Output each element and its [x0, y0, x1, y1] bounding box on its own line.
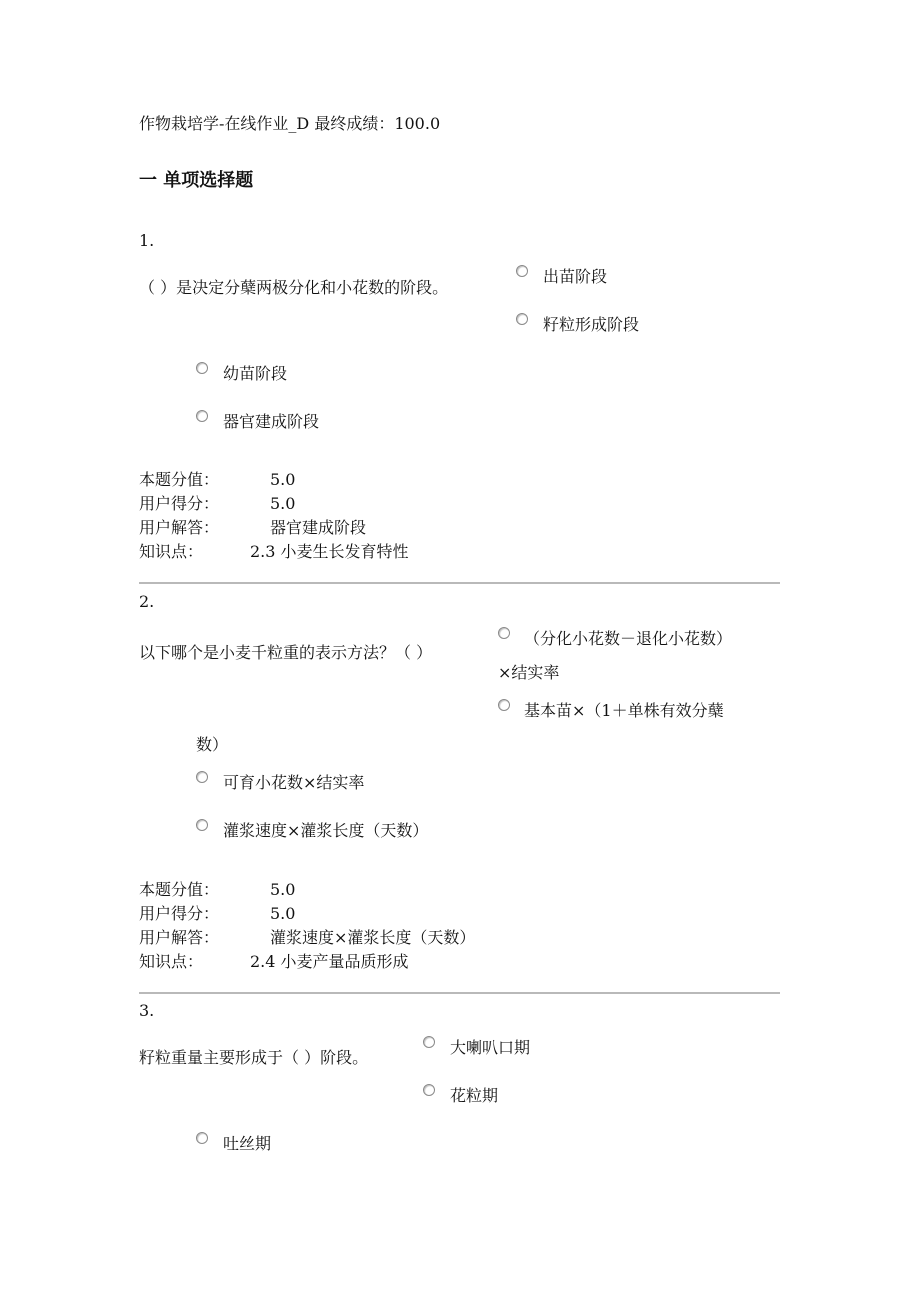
question-1-option-4-radio[interactable]: [196, 410, 208, 422]
question-2-user-answer-label: 用户解答：: [139, 928, 220, 947]
question-1-knowledge: 2.3 小麦生长发育特性: [250, 542, 409, 561]
question-2-score-value-label: 本题分值：: [139, 880, 220, 899]
question-2-option-1-radio[interactable]: [498, 627, 510, 639]
question-3-option-2-radio[interactable]: [423, 1084, 435, 1096]
question-2-user-answer: 灌浆速度×灌浆长度（天数）: [270, 928, 476, 947]
question-2-option-3-radio[interactable]: [196, 771, 208, 783]
question-1-user-answer-label: 用户解答：: [139, 518, 220, 537]
question-1-number: 1.: [139, 231, 155, 250]
divider: [139, 582, 780, 584]
question-3-option-1-label: 大喇叭口期: [450, 1038, 531, 1057]
question-1-option-1-radio[interactable]: [516, 265, 528, 277]
question-2-option-1-label-cont: ×结实率: [498, 663, 560, 682]
question-1-option-3-label: 幼苗阶段: [223, 364, 288, 383]
question-2-knowledge-label: 知识点：: [139, 952, 204, 971]
question-1-user-score: 5.0: [270, 494, 296, 513]
page-title: 作物栽培学-在线作业_D 最终成绩：100.0: [139, 114, 441, 133]
question-1-user-score-label: 用户得分：: [139, 494, 220, 513]
question-2-knowledge: 2.4 小麦产量品质形成: [250, 952, 409, 971]
question-3-text: 籽粒重量主要形成于（ ）阶段。: [139, 1048, 369, 1067]
question-1-option-4-label: 器官建成阶段: [223, 412, 320, 431]
question-3-option-3-label: 吐丝期: [223, 1134, 272, 1153]
question-1-text: （ ）是决定分蘖两极分化和小花数的阶段。: [139, 278, 449, 297]
question-1-knowledge-label: 知识点：: [139, 542, 204, 561]
section-heading: 一 单项选择题: [139, 170, 254, 191]
question-2-user-score-label: 用户得分：: [139, 904, 220, 923]
question-2-option-2-label-cont: 数）: [196, 735, 229, 754]
question-2-option-3-label: 可育小花数×结实率: [223, 773, 365, 792]
question-3-option-1-radio[interactable]: [423, 1036, 435, 1048]
question-1-option-2-radio[interactable]: [516, 313, 528, 325]
question-2-text: 以下哪个是小麦千粒重的表示方法？（ ）: [139, 643, 433, 662]
question-2-user-score: 5.0: [270, 904, 296, 923]
question-2-number: 2.: [139, 592, 155, 611]
question-3-number: 3.: [139, 1001, 155, 1020]
divider: [139, 992, 780, 994]
question-1-score-value: 5.0: [270, 470, 296, 489]
question-2-option-2-label: 基本苗×（1＋单株有效分蘖: [524, 701, 724, 720]
question-1-user-answer: 器官建成阶段: [270, 518, 367, 537]
question-3-option-2-label: 花粒期: [450, 1086, 499, 1105]
question-2-score-value: 5.0: [270, 880, 296, 899]
question-2-option-4-radio[interactable]: [196, 819, 208, 831]
question-1-option-1-label: 出苗阶段: [543, 267, 608, 286]
question-2-option-1-label: （分化小花数－退化小花数）: [524, 629, 733, 648]
question-3-option-3-radio[interactable]: [196, 1132, 208, 1144]
question-1-option-2-label: 籽粒形成阶段: [543, 315, 640, 334]
question-2-option-4-label: 灌浆速度×灌浆长度（天数）: [223, 821, 429, 840]
question-1-option-3-radio[interactable]: [196, 362, 208, 374]
question-1-score-value-label: 本题分值：: [139, 470, 220, 489]
question-2-option-2-radio[interactable]: [498, 699, 510, 711]
